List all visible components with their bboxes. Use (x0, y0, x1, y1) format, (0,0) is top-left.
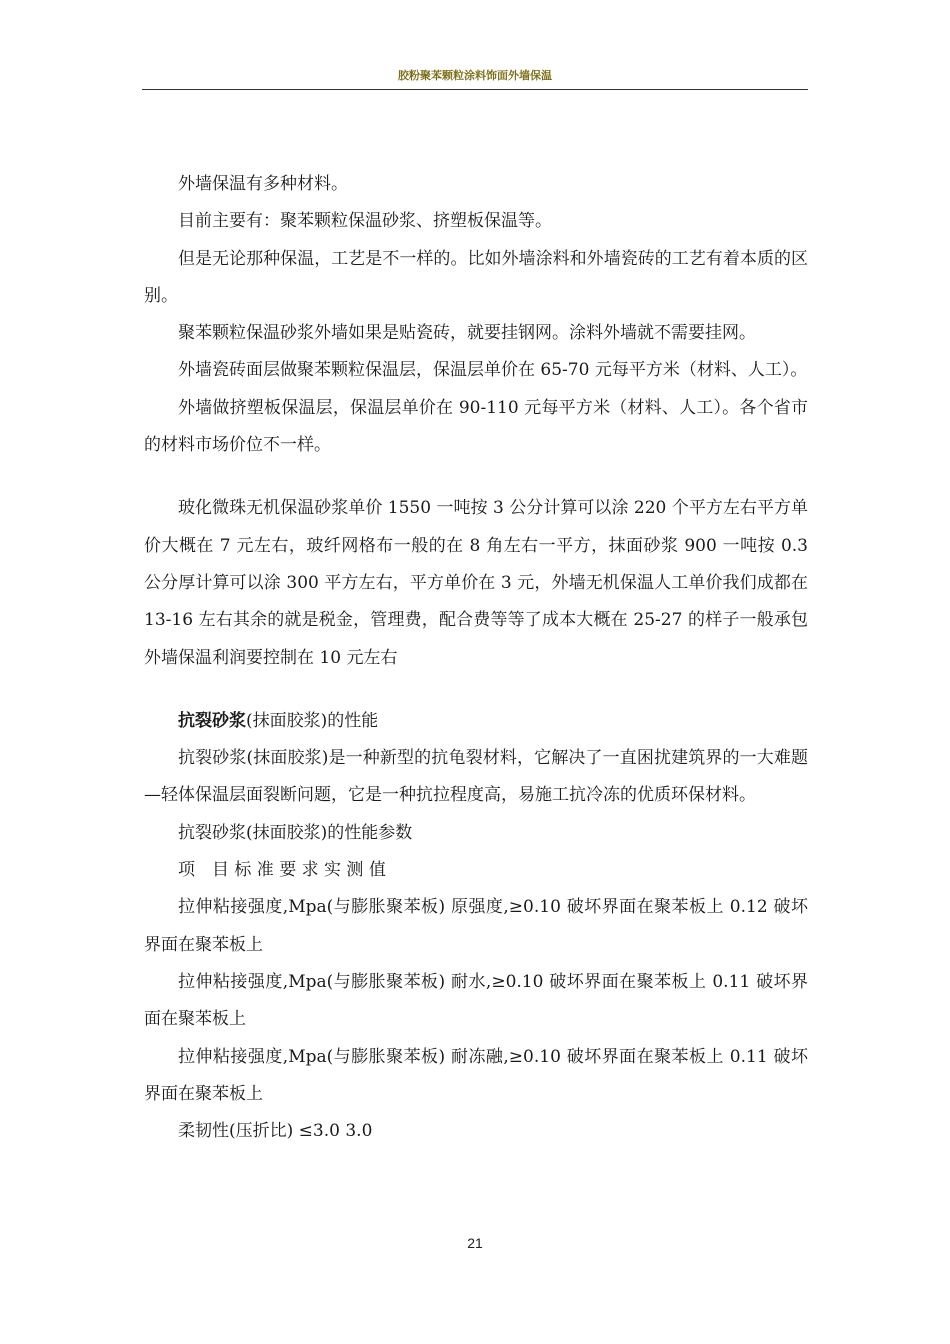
section-intro: 抗裂砂浆(抹面胶浆)是一种新型的抗龟裂材料，它解决了一直困扰建筑界的一大难题—轻体保温层面裂断问题，它是一种抗拉程度高，易施工抗冷冻的优质环保材料。 (144, 748, 808, 806)
page-number: 21 (467, 1235, 483, 1251)
header-divider (142, 89, 808, 90)
paragraph-steel-mesh: 聚苯颗粒保温砂浆外墙如果是贴瓷砖，就要挂钢网。涂料外墙就不需要挂网。 (178, 323, 756, 344)
param-row: 拉伸粘接强度,Mpa(与膨胀聚苯板) 耐水,≥0.10 破坏界面在聚苯板上 0.11 破坏界面在聚苯板上 (144, 971, 808, 1030)
params-title: 抗裂砂浆(抹面胶浆)的性能参数 (178, 822, 413, 843)
paragraph-tile-price: 外墙瓷砖面层做聚苯颗粒保温层，保温层单价在 65-70 元每平方米（材料、人工）。 (178, 360, 808, 381)
param-row: 柔韧性(压折比) ≤3.0 3.0 (178, 1121, 373, 1142)
section-heading (144, 703, 808, 740)
spacer (144, 464, 808, 490)
paragraph-materials: 外墙保温有多种材料。 (178, 174, 348, 194)
spacer (144, 677, 808, 703)
section-heading-rest: (抹面胶浆)的性能 (246, 710, 379, 731)
items-header: 项 目 标 准 要 求 实 测 值 (178, 860, 386, 881)
param-row: 拉伸粘接强度,Mpa(与膨胀聚苯板) 耐冻融,≥0.10 破坏界面在聚苯板上 0.11 破坏界面在聚苯板上 (144, 1046, 808, 1104)
paragraph-xps-price: 外墙做挤塑板保温层，保温层单价在 90-110 元每平方米（材料、人工）。各个省市的材料市场价位不一样。 (144, 397, 808, 456)
paragraph-main-types: 目前主要有：聚苯颗粒保温砂浆、挤塑板保温等。 (178, 211, 552, 232)
page-body (144, 166, 808, 1150)
param-row: 拉伸粘接强度,Mpa(与膨胀聚苯板) 原强度,≥0.10 破坏界面在聚苯板上 0.12 破坏界面在聚苯板上 (144, 897, 808, 955)
paragraph-process-difference: 但是无论那种保温，工艺是不一样的。比如外墙涂料和外墙瓷砖的工艺有着本质的区别。 (144, 248, 808, 306)
paragraph-cost-breakdown: 玻化微珠无机保温砂浆单价 1550 一吨按 3 公分计算可以涂 220 个平方左右平方单价大概在 7 元左右，玻纤网格布一般的在 8 角左右一平方，抹面砂浆 900 一吨按 0.3 公分厚计算可以涂 300 平方左右，平方单价在 3 元，外墙无机保温人工单价我们成都在 13-16 左右其余的就是税金，管理费，配合费等等了成本大概在 25-27 的样子一般承包外墙保温利润要控制在 10 元左右 (144, 498, 808, 668)
section-heading-bold: 抗裂砂浆 (178, 710, 246, 731)
running-header: 胶粉聚苯颗粒涂料饰面外墙保温 (398, 69, 552, 82)
